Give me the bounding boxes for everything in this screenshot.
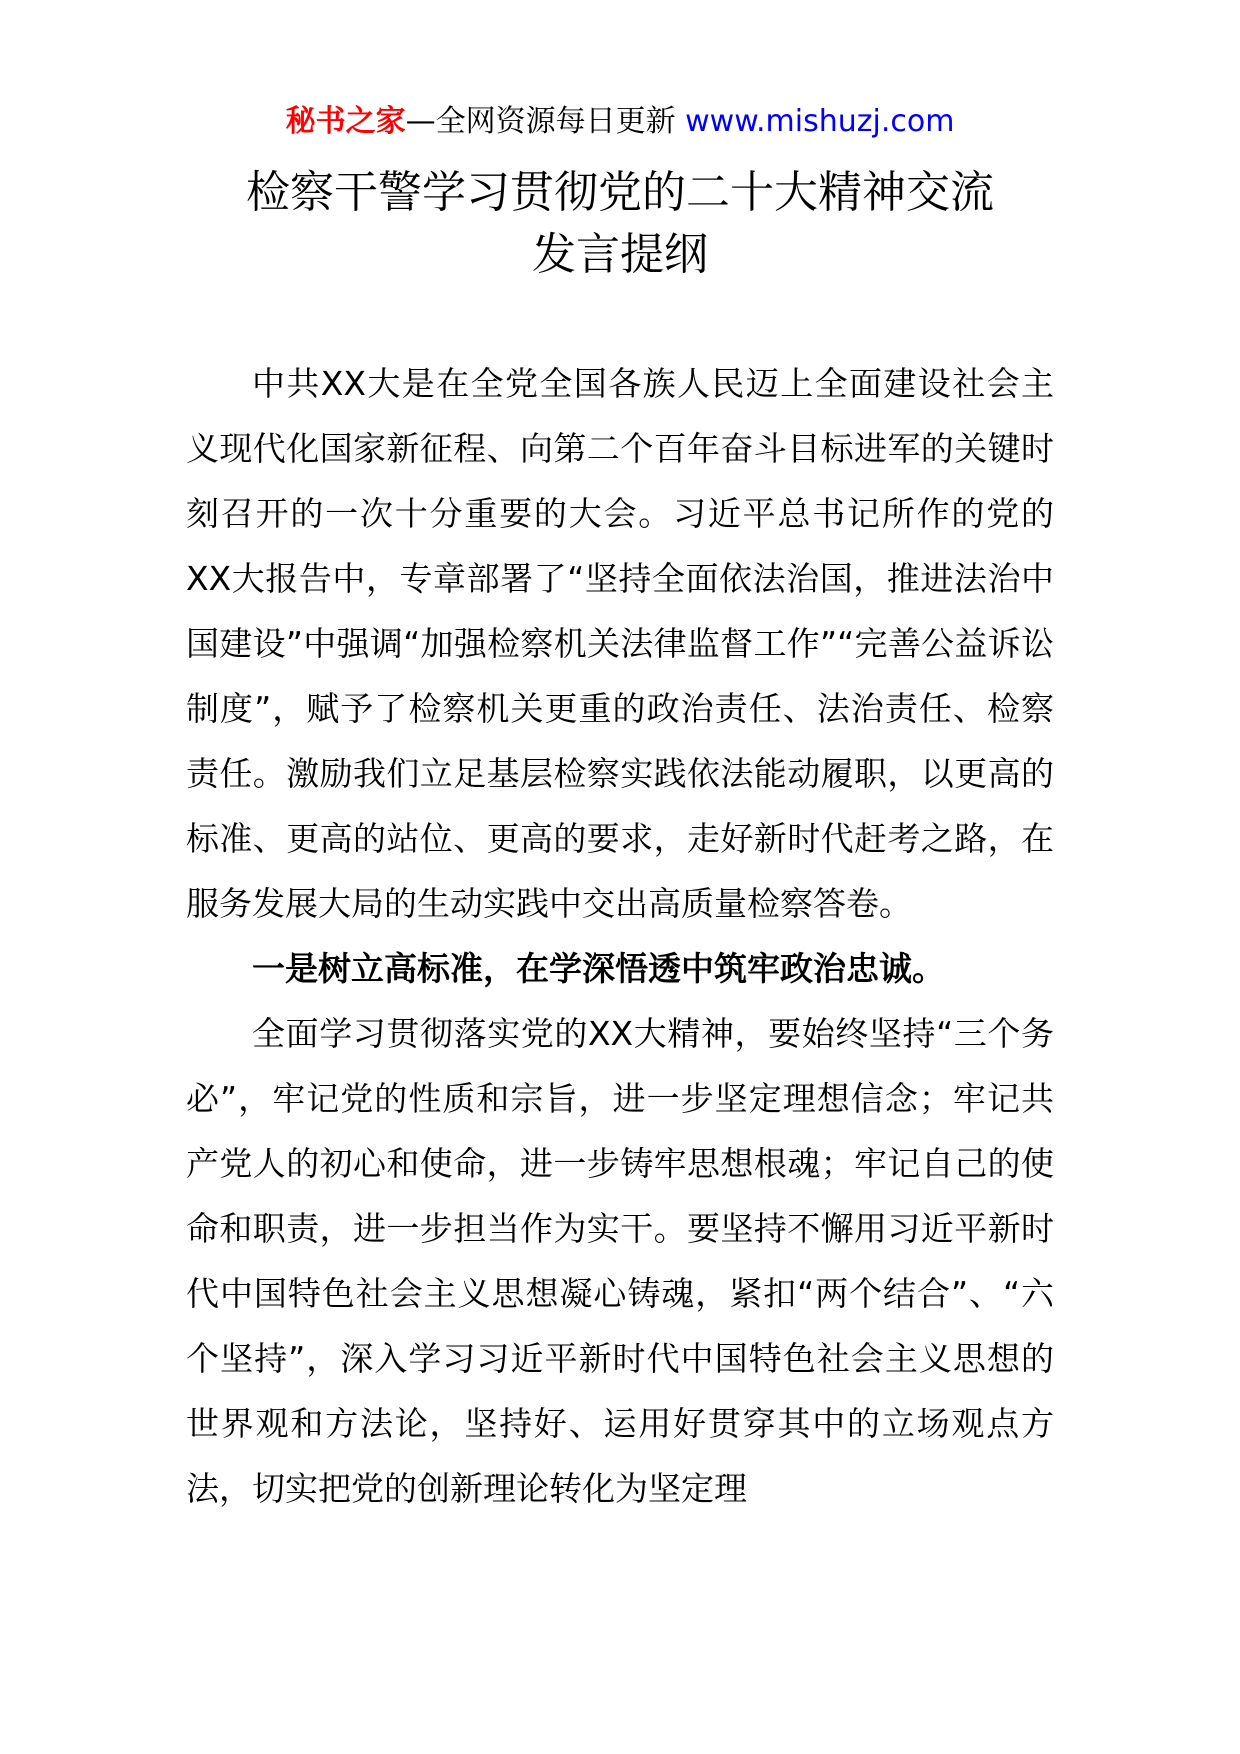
site-tagline: —全网资源每日更新 [405, 104, 676, 139]
document-title [0, 162, 1240, 286]
site-url-link[interactable]: www.mishuzj.com [685, 104, 955, 139]
site-header [0, 100, 1240, 144]
section-heading-1: 一是树立高标准，在学深悟透中筑牢政治忠诚。 [252, 949, 945, 988]
intro-paragraph: 中共XX大是在全党全国各族人民迈上全面建设社会主义现代化国家新征程、向第二个百年奋斗目标进军的关键时刻召开的一次十分重要的大会。习近平总书记所作的党的XX大报告中，专章部署了“坚持全面依法治国，推进法治中国建设”中强调“加强检察机关法律监督工作”“完善公益诉讼制度”，赋予了检察机关更重的政治责任、法治责任、检察责任。激励我们立足基层检察实践依法能动履职，以更高的标准、更高的站位、更高的要求，走好新时代赶考之路，在服务发展大局的生动实践中交出高质量检察答卷。 [186, 364, 1054, 923]
document-body [186, 351, 1054, 1521]
title-line-1: 检察干警学习贯彻党的二十大精神交流 [246, 167, 994, 218]
site-brand: 秘书之家 [285, 104, 406, 139]
title-line-2: 发言提纲 [532, 229, 708, 280]
section-paragraph-1: 全面学习贯彻落实党的XX大精神，要始终坚持“三个务必”，牢记党的性质和宗旨，进一步坚定理想信念；牢记共产党人的初心和使命，进一步铸牢思想根魂；牢记自己的使命和职责，进一步担当作为实干。要坚持不懈用习近平新时代中国特色社会主义思想凝心铸魂，紧扣“两个结合”、“六个坚持”，深入学习习近平新时代中国特色社会主义思想的世界观和方法论，坚持好、运用好贯穿其中的立场观点方法，切实把党的创新理论转化为坚定理 [186, 1014, 1054, 1508]
